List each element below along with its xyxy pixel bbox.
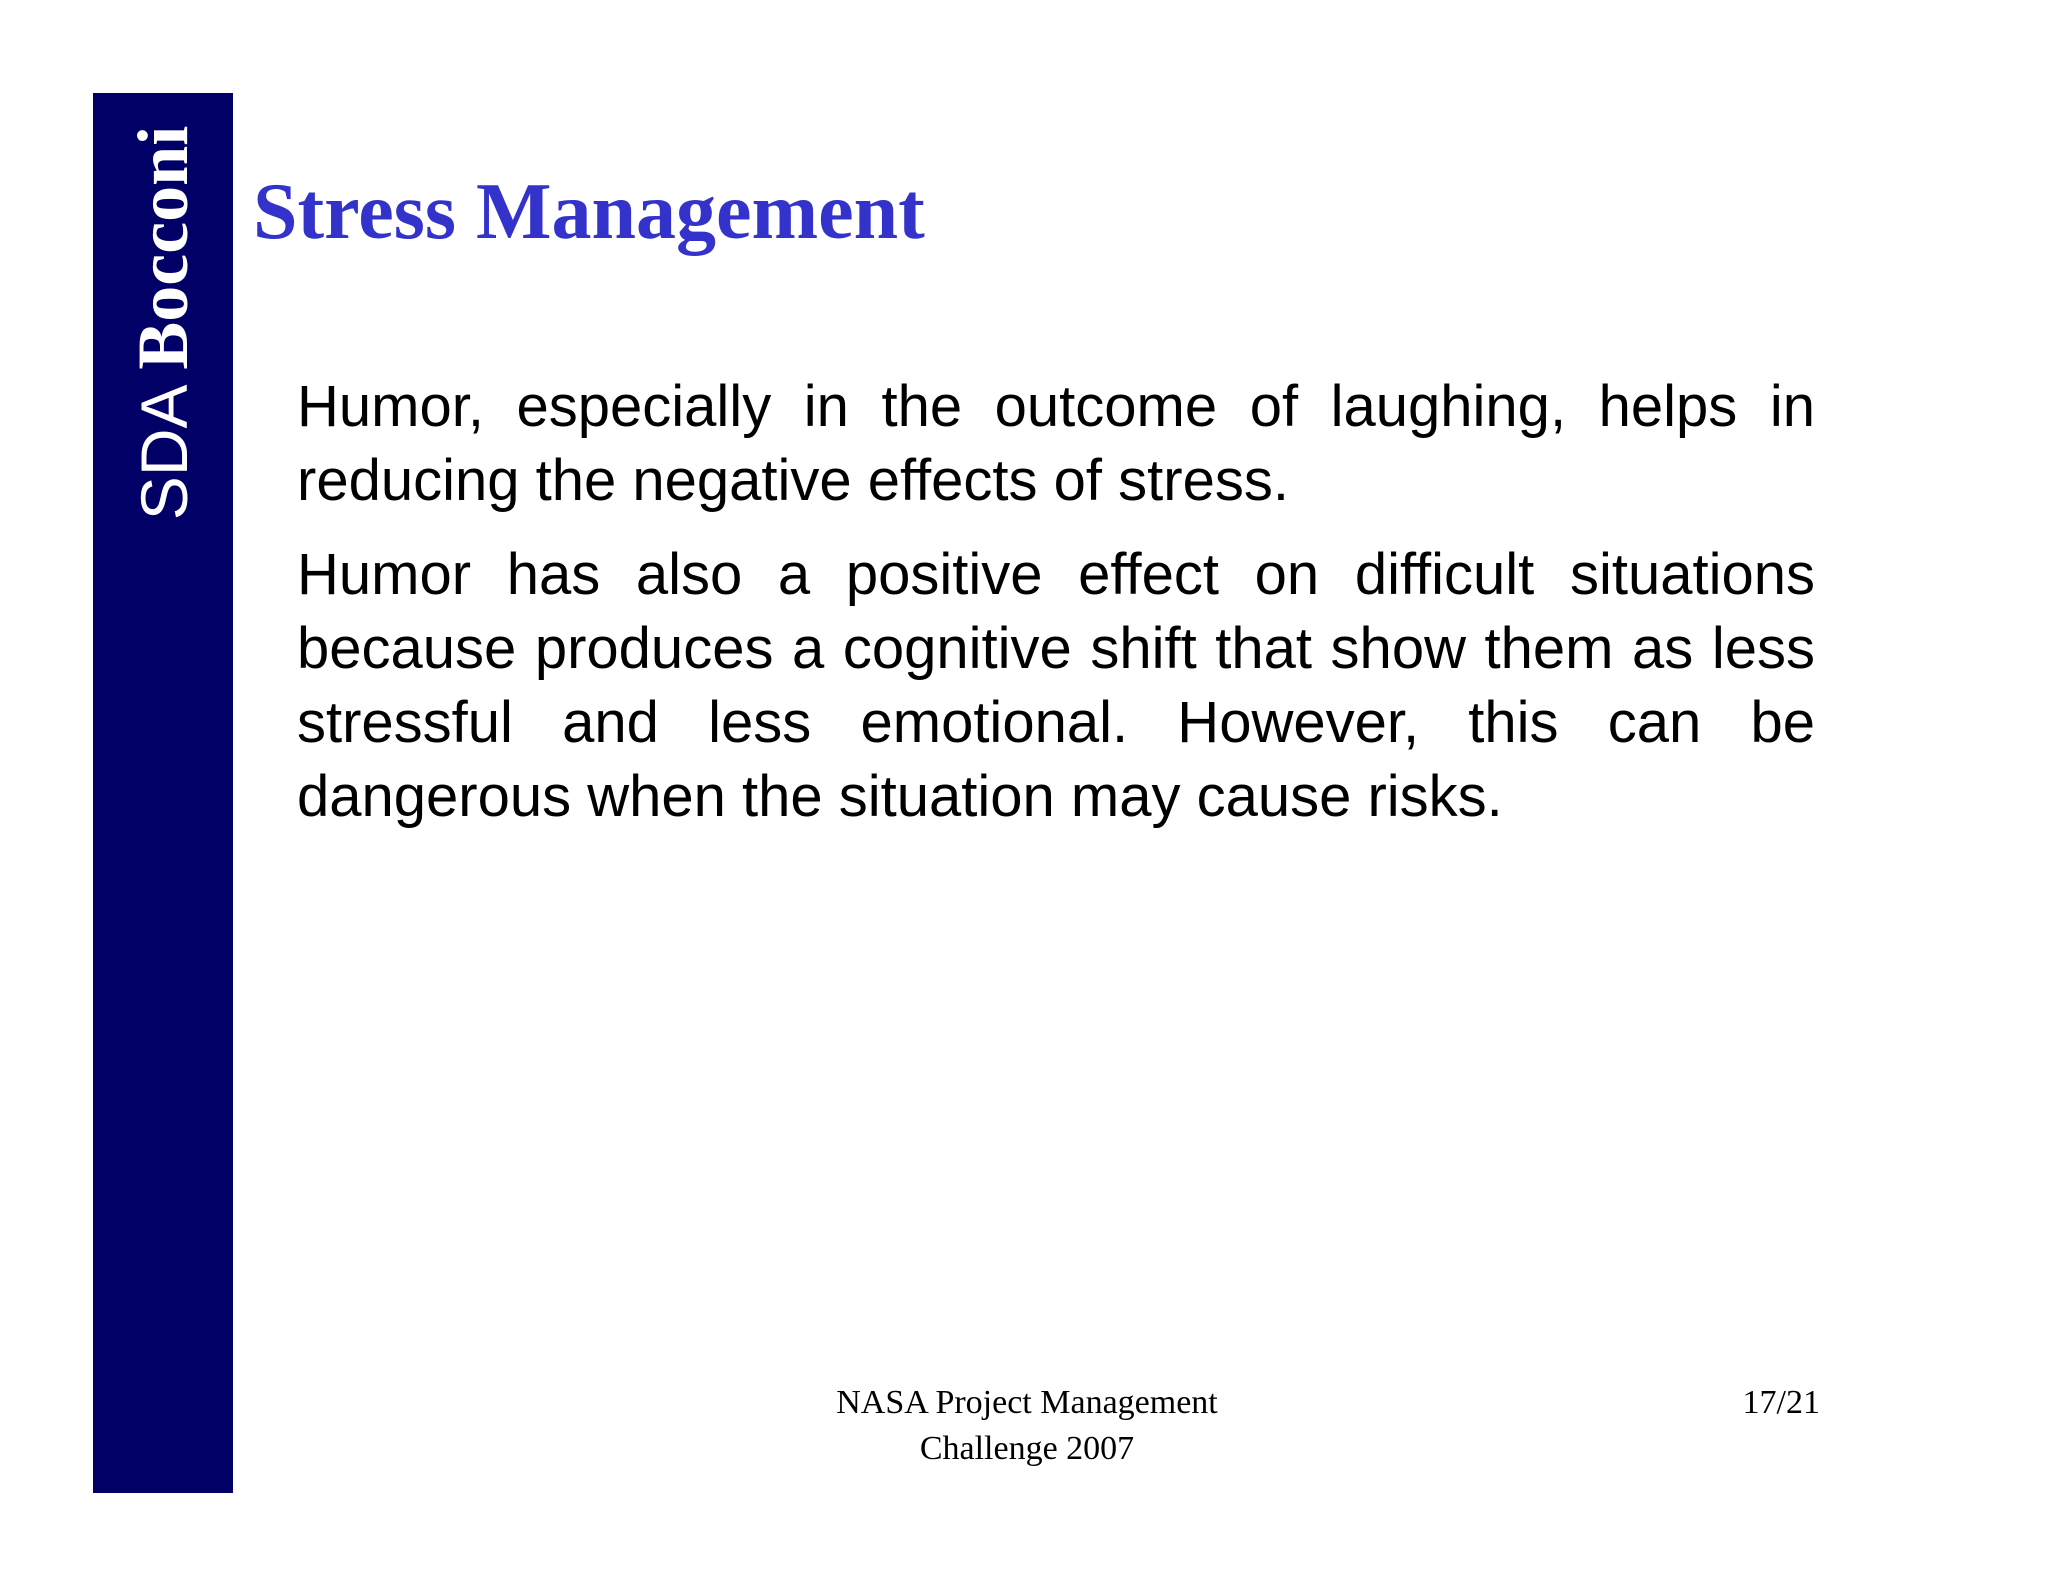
sda-bocconi-logo xyxy=(123,125,203,521)
paragraph-humor-cognitive-shift: Humor has also a positive effect on difficult situations because produces a cognitive shift that show them as less stressful and less emotional. However, this can be dangerous when the situation may cause risks. xyxy=(297,542,1815,829)
slide-title: Stress Management xyxy=(253,168,925,256)
logo-text-bocconi: Bocconi xyxy=(123,125,203,370)
footer-line-1: NASA Project Management xyxy=(836,1384,1218,1421)
footer-line-2: Challenge 2007 xyxy=(919,1430,1135,1467)
footer-caption xyxy=(812,1380,1242,1472)
paragraph-humor-laughing: Humor, especially in the outcome of laughing, helps in reducing the negative effects of stress. xyxy=(297,374,1815,513)
slide-body xyxy=(297,370,1815,854)
page-number: 17/21 xyxy=(1742,1384,1820,1421)
logo-text-sda: SDA xyxy=(127,369,201,521)
